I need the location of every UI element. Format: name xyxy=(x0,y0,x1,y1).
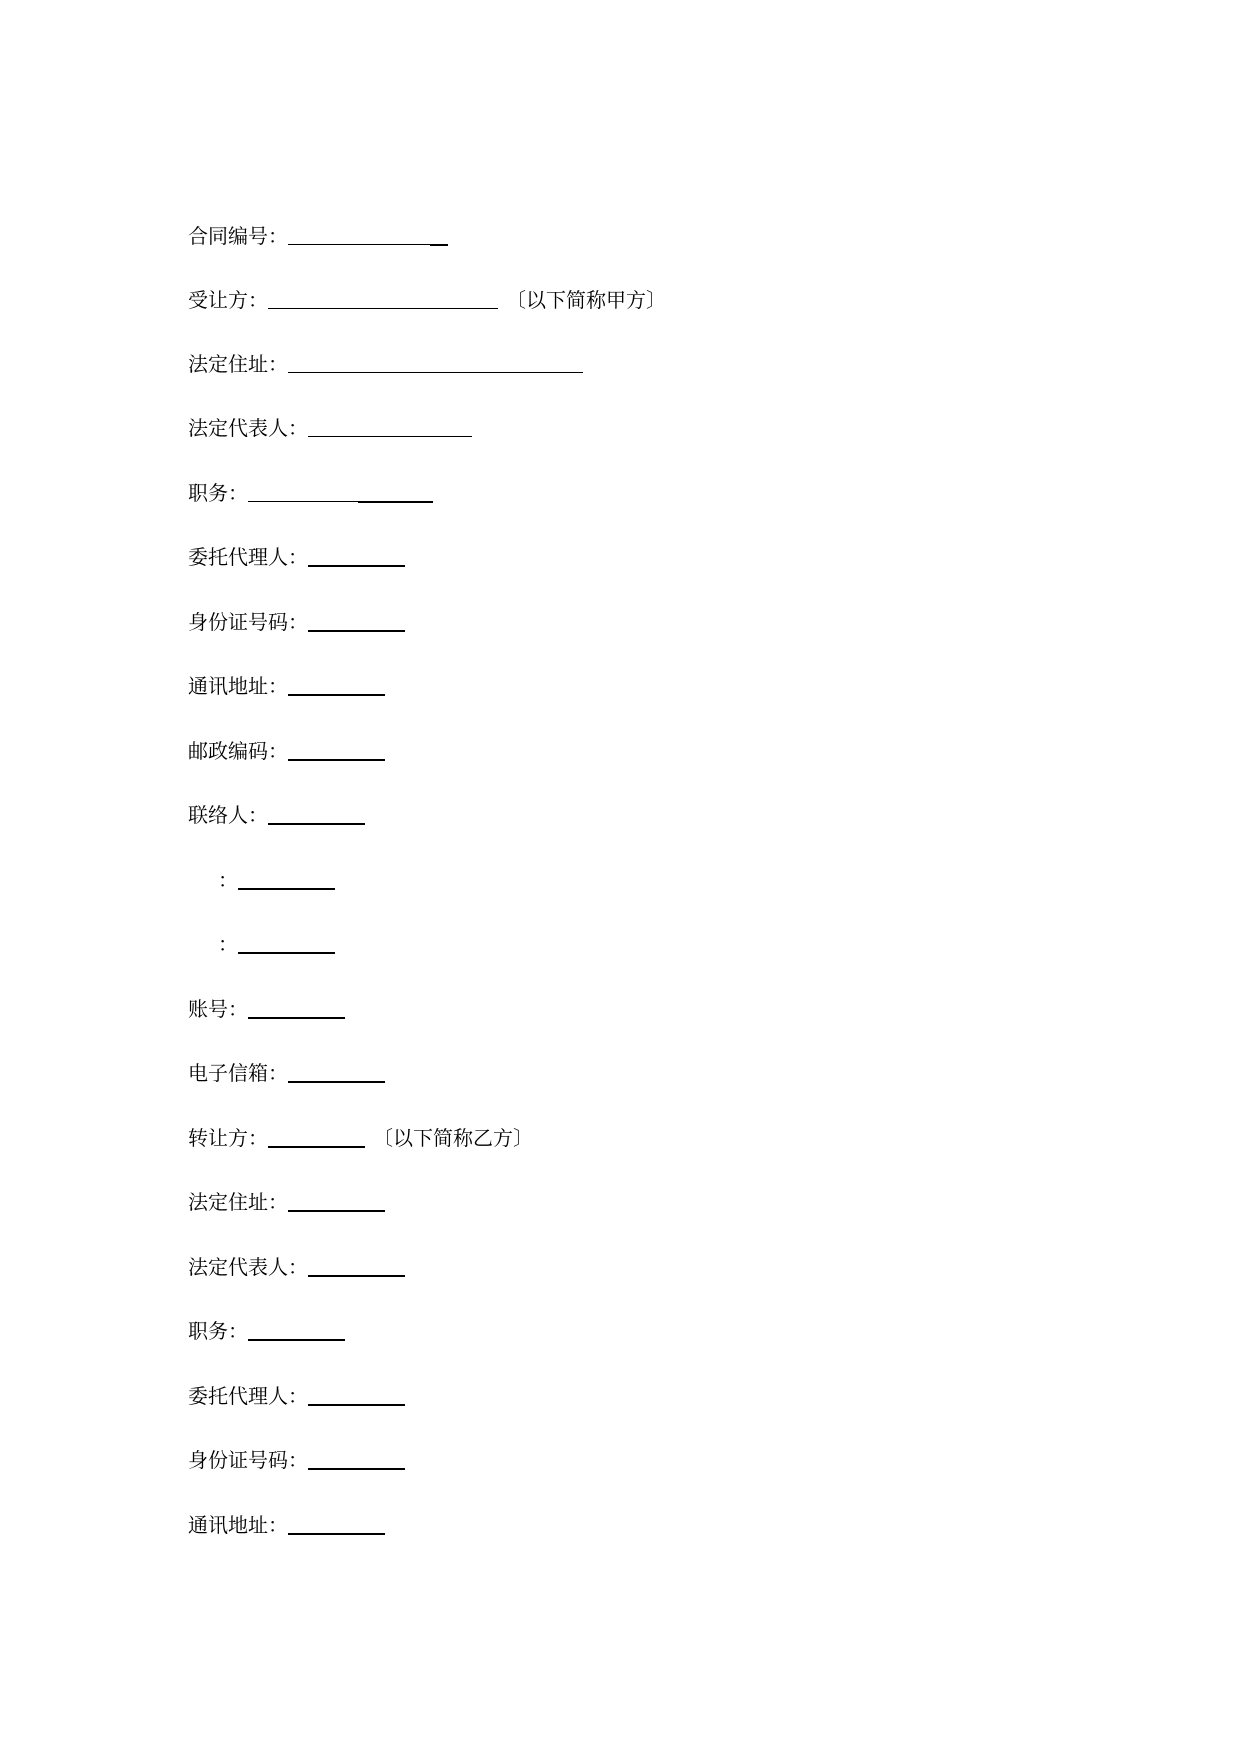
party-a-id-number-label: 身份证号码： xyxy=(188,610,308,634)
party-b-agent-row xyxy=(188,1378,405,1408)
party-a-unlabeled-row-1 xyxy=(218,862,335,892)
party-b-mailing-address-blank[interactable] xyxy=(288,1533,385,1535)
party-a-agent-blank[interactable] xyxy=(308,565,405,567)
party-b-legal-rep-blank[interactable] xyxy=(308,1275,405,1277)
party-a-mailing-address-blank[interactable] xyxy=(288,694,385,696)
party-a-legal-address-row xyxy=(188,346,583,376)
contract-number-label: 合同编号： xyxy=(188,224,288,248)
party-a-account-label: 账号： xyxy=(188,997,248,1021)
party-a-contact-label: 联络人： xyxy=(188,803,268,827)
party-a-postal-code-row xyxy=(188,733,385,763)
party-a-position-label: 职务： xyxy=(188,481,248,505)
party-a-id-number-row xyxy=(188,604,405,634)
party-b-id-number-row xyxy=(188,1442,405,1472)
party-a-position-blank-tail xyxy=(358,501,433,503)
transferee-label: 受让方： xyxy=(188,288,268,312)
party-a-email-row xyxy=(188,1055,385,1085)
party-a-account-blank[interactable] xyxy=(248,1017,345,1019)
party-b-id-number-label: 身份证号码： xyxy=(188,1448,308,1472)
transferor-suffix: 〔以下简称乙方〕 xyxy=(373,1126,533,1150)
party-a-mailing-address-label: 通讯地址： xyxy=(188,674,288,698)
party-a-email-blank[interactable] xyxy=(288,1081,385,1083)
party-a-id-number-blank[interactable] xyxy=(308,630,405,632)
party-a-account-row xyxy=(188,991,345,1021)
party-b-id-number-blank[interactable] xyxy=(308,1468,405,1470)
contract-number-blank-tail xyxy=(430,244,448,246)
transferor-blank[interactable] xyxy=(268,1146,365,1148)
party-a-postal-code-label: 邮政编码： xyxy=(188,739,288,763)
party-b-mailing-address-label: 通讯地址： xyxy=(188,1513,288,1537)
party-a-legal-address-blank[interactable] xyxy=(288,372,583,373)
party-b-position-label: 职务： xyxy=(188,1319,248,1343)
party-a-postal-code-blank[interactable] xyxy=(288,759,385,761)
party-b-mailing-address-row xyxy=(188,1507,385,1537)
party-a-contact-row xyxy=(188,797,365,827)
party-a-unlabeled-blank-1[interactable] xyxy=(238,888,335,890)
party-a-unlabeled-label-2: ： xyxy=(218,932,238,956)
party-b-position-row xyxy=(188,1313,345,1343)
party-a-contact-blank[interactable] xyxy=(268,823,365,825)
party-b-agent-label: 委托代理人： xyxy=(188,1384,308,1408)
party-a-legal-rep-blank[interactable] xyxy=(308,436,472,437)
party-a-legal-address-label: 法定住址： xyxy=(188,352,288,376)
party-a-legal-rep-row xyxy=(188,410,472,440)
transferee-row xyxy=(188,282,666,312)
party-a-unlabeled-row-2 xyxy=(218,926,335,956)
party-a-unlabeled-label-1: ： xyxy=(218,868,238,892)
party-b-position-blank[interactable] xyxy=(248,1339,345,1341)
party-a-unlabeled-blank-2[interactable] xyxy=(238,952,335,954)
party-a-agent-label: 委托代理人： xyxy=(188,545,308,569)
party-b-legal-rep-row xyxy=(188,1249,405,1279)
transferee-blank[interactable] xyxy=(268,308,498,309)
transferor-row xyxy=(188,1120,533,1150)
party-b-legal-address-blank[interactable] xyxy=(288,1210,385,1212)
contract-number-blank[interactable] xyxy=(288,244,430,245)
party-a-email-label: 电子信箱： xyxy=(188,1061,288,1085)
contract-number-row xyxy=(188,218,448,248)
party-b-legal-rep-label: 法定代表人： xyxy=(188,1255,308,1279)
transferor-label: 转让方： xyxy=(188,1126,268,1150)
party-b-agent-blank[interactable] xyxy=(308,1404,405,1406)
party-a-position-blank[interactable] xyxy=(248,501,358,502)
party-b-legal-address-label: 法定住址： xyxy=(188,1190,288,1214)
party-a-mailing-address-row xyxy=(188,668,385,698)
transferee-suffix: 〔以下简称甲方〕 xyxy=(506,288,666,312)
party-b-legal-address-row xyxy=(188,1184,385,1214)
party-a-legal-rep-label: 法定代表人： xyxy=(188,416,308,440)
party-a-agent-row xyxy=(188,539,405,569)
party-a-position-row xyxy=(188,475,433,505)
